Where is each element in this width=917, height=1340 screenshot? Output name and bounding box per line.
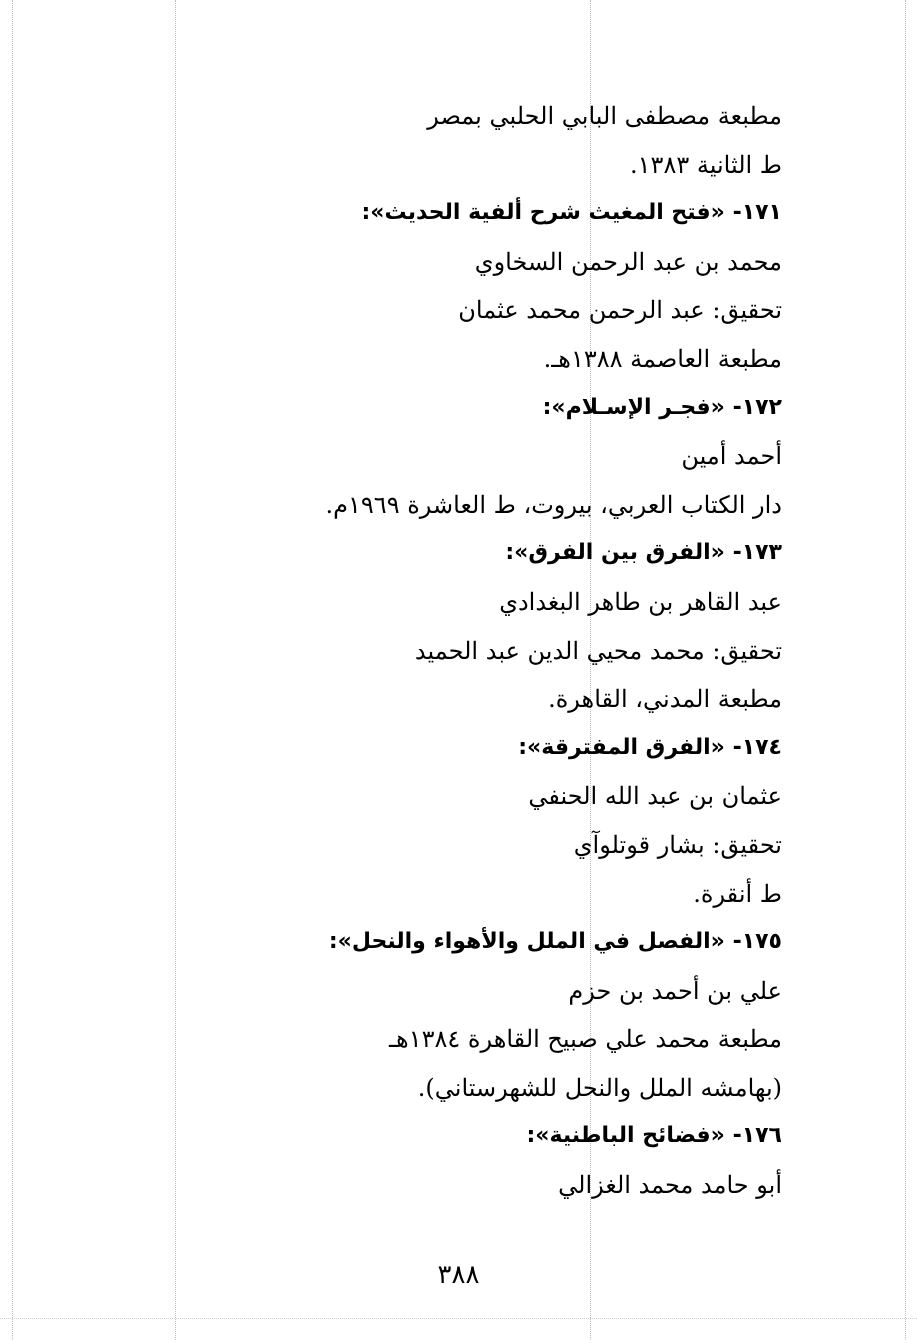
entry-title (162, 918, 782, 967)
entry-number: ١٧٤- (732, 734, 782, 760)
scan-guide-line (12, 0, 13, 1340)
entry-title (162, 724, 782, 773)
entry-detail-line: تحقيق: محمد محيي الدين عبد الحميد (414, 636, 782, 665)
entry-title-text: «الفصل في الملل والأهواء والنحل»: (328, 929, 725, 955)
entry-number: ١٧٣- (732, 540, 782, 566)
entry-detail-line: تحقيق: عبد الرحمن محمد عثمان (458, 296, 782, 325)
entry-detail-line: ط أنقرة. (693, 879, 782, 908)
entry-detail-line: أحمد أمين (681, 442, 782, 471)
entry-title (162, 384, 782, 433)
entry-title (162, 529, 782, 578)
entry-detail-line: دار الكتاب العربي، بيروت، ط العاشرة ١٩٦٩م. (325, 490, 782, 519)
page-number: ٣٨٨ (437, 1260, 480, 1290)
entry-title (162, 189, 782, 238)
entry-detail-line: محمد بن عبد الرحمن السخاوي (474, 247, 782, 276)
entry-number: ١٧١- (732, 200, 782, 226)
entry-detail-line: مطبعة المدني، القاهرة. (548, 685, 782, 714)
entry-detail-line: تحقيق: بشار قوتلوآي (573, 830, 782, 859)
entry-detail-line: عبد القاهر بن طاهر البغدادي (499, 587, 782, 616)
entry-detail-line: عثمان بن عبد الله الحنفي (528, 782, 782, 811)
entry-title-text: «فجـر الإسـلام»: (542, 394, 725, 420)
bibliography-text (162, 92, 782, 1210)
scan-guide-line (0, 1318, 917, 1319)
entry-number: ١٧٥- (732, 929, 782, 955)
scan-guide-line (905, 0, 906, 1340)
entry-number: ١٧٦- (732, 1123, 782, 1149)
entry-detail-line: مطبعة مصطفى البابي الحلبي بمصر (427, 102, 782, 130)
entry-detail-line: ط الثانية ١٣٨٣. (630, 150, 782, 179)
entry-title (162, 1112, 782, 1161)
entry-detail-line: أبو حامد محمد الغزالي (558, 1171, 782, 1200)
entry-detail-line: مطبعة العاصمة ١٣٨٨هـ. (543, 344, 782, 373)
entry-title-text: «الفرق بين الفرق»: (505, 540, 725, 566)
entry-detail-line: (بهامشه الملل والنحل للشهرستاني). (417, 1073, 782, 1102)
entry-title-text: «الفرق المفترقة»: (518, 734, 725, 760)
entry-detail-line: مطبعة محمد علي صبيح القاهرة ١٣٨٤هـ (389, 1025, 782, 1054)
entry-detail-line: علي بن أحمد بن حزم (568, 976, 782, 1005)
entry-title-text: «فضائح الباطنية»: (526, 1123, 725, 1149)
entry-number: ١٧٢- (732, 394, 782, 420)
entry-title-text: «فتح المغيث شرح ألفية الحديث»: (361, 200, 725, 226)
